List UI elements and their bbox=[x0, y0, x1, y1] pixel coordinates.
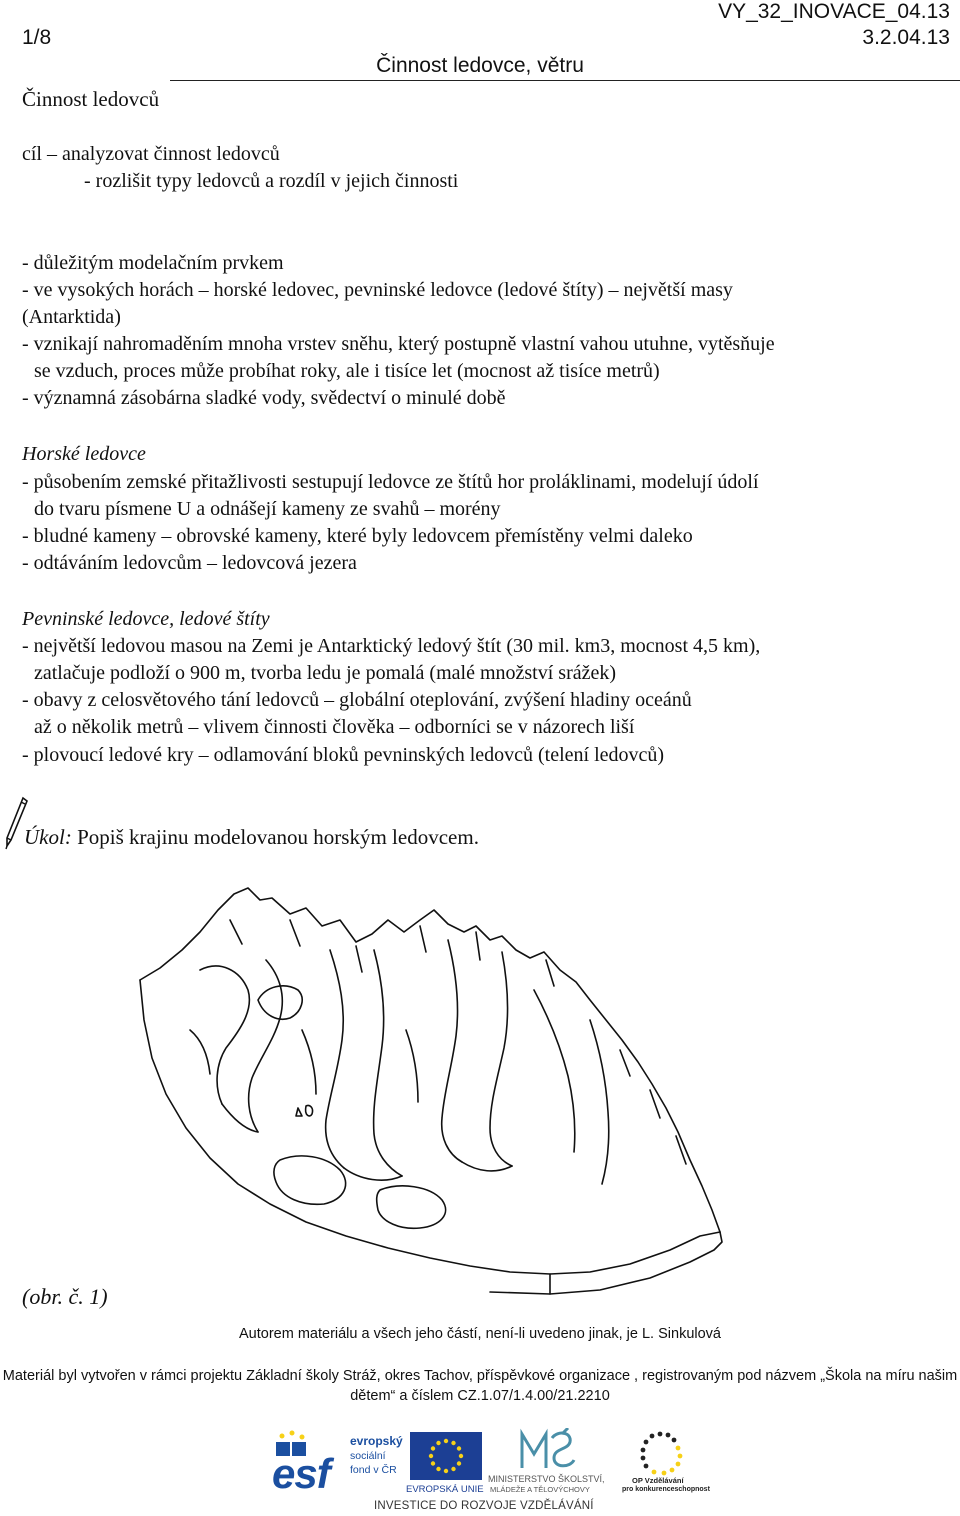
mountain-line: - odtáváním ledovcům – ledovcová jezera bbox=[22, 552, 357, 574]
esf-letters: esf bbox=[272, 1450, 330, 1497]
msmt-text-2: MLÁDEŽE A TĚLOVÝCHOVY bbox=[490, 1485, 590, 1494]
eu-star bbox=[457, 1446, 461, 1450]
intro-line: - důležitým modelačním prvkem bbox=[22, 252, 284, 274]
msmt-logo-icon bbox=[518, 1428, 582, 1472]
mountain-heading: Horské ledovce bbox=[22, 443, 146, 465]
eu-text: EVROPSKÁ UNIE bbox=[406, 1484, 484, 1495]
glacier-landscape-drawing bbox=[130, 880, 730, 1300]
goal-line-1: cíl – analyzovat činnost ledovců bbox=[22, 143, 280, 165]
msmt-text-1: MINISTERSTVO ŠKOLSTVÍ, bbox=[488, 1474, 605, 1484]
investment-slogan: INVESTICE DO ROZVOJE VZDĚLÁVÁNÍ bbox=[374, 1500, 594, 1512]
continental-line: - plovoucí ledové kry – odlamování bloků pevninských ledovců (telení ledovců) bbox=[22, 744, 665, 766]
header-title: Činnost ledovce, větru bbox=[376, 54, 584, 77]
task-label: Úkol: bbox=[24, 825, 72, 849]
esf-text-2: sociální bbox=[350, 1450, 386, 1462]
mountain-line: - působením zemské přitažlivosti sestupují ledovce ze štítů hor proláklinami, modelují údolí bbox=[22, 471, 759, 493]
footer-author: Autorem materiálu a všech jeho částí, není-li uvedeno jinak, je L. Sinkulová bbox=[239, 1326, 721, 1342]
goal-line-2: - rozlišit typy ledovců a rozdíl v jejich činnosti bbox=[84, 170, 459, 192]
intro-line: - ve vysokých horách – horské ledovec, pevninské ledovce (ledové štíty) – největší masy bbox=[22, 279, 733, 301]
section-title: Činnost ledovců bbox=[22, 87, 160, 111]
intro-line: se vzduch, proces může probíhat roky, ale i tisíce let (mocnost až tisíce metrů) bbox=[34, 360, 660, 382]
continental-line: - největší ledovou masou na Zemi je Antarktický ledový štít (30 mil. km3, mocnost 4,5 km), bbox=[22, 635, 761, 657]
mountain-line: - bludné kameny – obrovské kameny, které byly ledovcem přemístěny velmi daleko bbox=[22, 525, 693, 547]
mountain-line: do tvaru písmene U a odnášejí kameny ze svahů – morény bbox=[34, 498, 501, 520]
eu-star bbox=[431, 1461, 435, 1465]
eu-star bbox=[451, 1467, 455, 1471]
header-rule bbox=[170, 80, 960, 81]
op-logo-icon bbox=[638, 1430, 688, 1476]
eu-star bbox=[436, 1441, 440, 1445]
eu-flag-icon bbox=[410, 1432, 482, 1480]
eu-star bbox=[444, 1439, 448, 1443]
task-text: Popiš krajinu modelovanou horským ledovcem. bbox=[71, 825, 479, 849]
continental-line: zatlačuje podloží o 900 m, tvorba ledu je pomalá (malé množství srážek) bbox=[34, 662, 617, 684]
material-code-number: 3.2.04.13 bbox=[862, 26, 950, 49]
eu-star bbox=[451, 1441, 455, 1445]
footer-project-note: Materiál byl vytvořen v rámci projektu Základní školy Stráž, okres Tachov, příspěvkové organizace , registrovaným pod názvem „Škola na míru našim dětem“ a číslem CZ.1.07/1.4.00/21.2210 bbox=[2, 1368, 958, 1404]
continental-line: až o několik metrů – vlivem činnosti člověka – odborníci se v názorech liší bbox=[34, 716, 635, 738]
op-text-2: pro konkurenceschopnost bbox=[622, 1486, 710, 1493]
eu-star bbox=[459, 1454, 463, 1458]
eu-star bbox=[429, 1454, 433, 1458]
esf-text-1: evropský bbox=[350, 1434, 403, 1448]
page-number: 1/8 bbox=[22, 26, 52, 49]
intro-line: - vznikají nahromaděním mnoha vrstev sněhu, který postupně vlastní vahou utuhne, vytěsňuje bbox=[22, 333, 775, 355]
figure-caption: (obr. č. 1) bbox=[22, 1284, 108, 1309]
material-code: VY_32_INOVACE_04.13 bbox=[718, 0, 950, 23]
eu-star bbox=[444, 1469, 448, 1473]
funding-logos bbox=[270, 1428, 720, 1516]
eu-star bbox=[431, 1446, 435, 1450]
intro-line: - významná zásobárna sladké vody, svědectví o minulé době bbox=[22, 387, 506, 409]
continental-line: - obavy z celosvětového tání ledovců – globální oteplování, zvýšení hladiny oceánů bbox=[22, 689, 692, 711]
intro-line: (Antarktida) bbox=[22, 306, 121, 328]
eu-star bbox=[436, 1467, 440, 1471]
task bbox=[24, 825, 479, 850]
op-text-1: OP Vzdělávání bbox=[632, 1476, 684, 1485]
eu-star bbox=[457, 1461, 461, 1465]
continental-heading: Pevninské ledovce, ledové štíty bbox=[22, 608, 270, 630]
esf-text-3: fond v ČR bbox=[350, 1464, 397, 1476]
